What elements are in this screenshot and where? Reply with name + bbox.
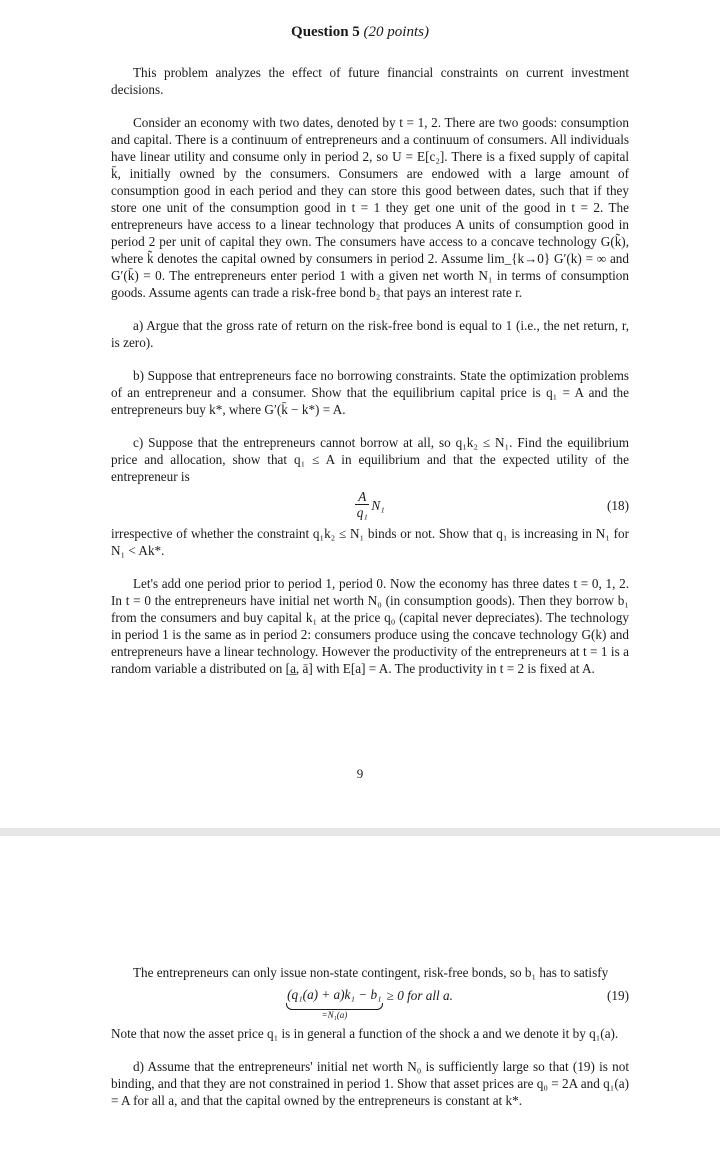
intro-paragraph: This problem analyzes the effect of future financial constraints on current investment decisions. xyxy=(111,65,629,97)
eq19-label: (19) xyxy=(607,987,629,1003)
bond-paragraph: The entrepreneurs can only issue non-state contingent, risk-free bonds, so b₁ has to satisfy xyxy=(133,965,609,980)
eq19-underbrace xyxy=(287,986,382,1021)
eq19-braced-term: (q₁(a) + a)k₁ − b₁ xyxy=(287,986,382,1002)
part-d: d) Assume that the entrepreneurs' initial net worth N₀ is sufficiently large so that (19) is not binding, and that they are not constrained in period 1. Show that asset prices are q₀ = 2A and q₁(a) = A for all a, and that the capital owned by the entrepreneurs is constant at k*. xyxy=(111,1059,629,1108)
page-separator xyxy=(0,828,720,836)
part-a: a) Argue that the gross rate of return on the risk-free bond is equal to 1 (i.e., the net return, r, is zero). xyxy=(111,318,629,350)
page-2 xyxy=(0,836,720,1166)
page-number: 9 xyxy=(356,766,364,781)
eq18-numerator: A xyxy=(355,490,369,505)
question-label: Question 5 xyxy=(291,24,360,40)
after-eq18: irrespective of whether the constraint q₁k₂ ≤ N₁ binds or not. Show that q₁ is increasing in N₁ for N₁ < Ak*. xyxy=(111,526,629,558)
equation-18 xyxy=(111,485,629,525)
extension-paragraph: Let's add one period prior to period 1, period 0. Now the economy has three dates t = 0, 1, 2. In t = 0 the entrepreneurs have initial net worth N₀ (in consumption goods). Then they borrow b₁ from the consumers and buy capital k₁ at the price q₀ (capital never depreciates). The technology in period 1 is the same as in period 2: consumers produce using the concave technology G(k) and entrepreneurs have a linear technology. However the productivity of the entrepreneurs at t = 1 is a random variable a distributed on [a̲, ā] with E[a] = A. The productivity in t = 2 is fixed at A. xyxy=(111,576,629,676)
eq18-denominator: q₁ xyxy=(356,505,368,520)
part-c: c) Suppose that the entrepreneurs cannot borrow at all, so q₁k₂ ≤ N₁. Find the equilibrium price and allocation, show that q₁ ≤ A in equilibrium and that the expected utility of the entrepreneur is xyxy=(111,435,629,484)
question-body xyxy=(111,64,629,677)
note-paragraph: Note that now the asset price q₁ is in general a function of the shock a and we denote it by q₁(a). xyxy=(111,1026,619,1041)
equation-19 xyxy=(111,981,629,1025)
eq18-fraction xyxy=(355,490,369,520)
question-points: (20 points) xyxy=(363,24,429,40)
underbrace-line xyxy=(286,1003,383,1010)
question-title xyxy=(0,24,720,41)
page2-body xyxy=(111,964,629,1109)
eq18-tail: N₁ xyxy=(371,497,385,513)
eq18-label: (18) xyxy=(607,497,629,513)
part-b: b) Suppose that entrepreneurs face no borrowing constraints. State the optimization problems of an entrepreneur and a consumer. Show that the equilibrium capital price is q₁ = A and the entrepreneurs buy k*, where G′(k̄ − k*) = A. xyxy=(111,368,629,417)
setup-paragraph: Consider an economy with two dates, denoted by t = 1, 2. There are two goods: consumption and capital. There is a continuum of entrepreneurs and a continuum of consumers. All individuals have linear utility and consume only in period 2, so U = E[c₂]. There is a fixed supply of capital k̄, initially owned by the consumers. Consumers are endowed with a large amount of consumption good in each period and they can store this good between dates, such that if they store one unit of the consumption good in t = 1 they get one unit of the good in t = 2. The entrepreneurs have access to a linear technology that produces A units of consumption good in period 2 per unit of capital they own. The consumers have access to a concave technology G(k̃), where k̃ denotes the capital owned by consumers in period 2. Assume lim_{k→0} G′(k) = ∞ and G′(k̄) = 0. The entrepreneurs enter period 1 with a given net worth N₁ in terms of consumption goods. Assume agents can trade a risk-free bond b₂ that pays an interest rate r. xyxy=(111,115,629,300)
eq19-rest: ≥ 0 for all a. xyxy=(386,987,453,1003)
eq19-underlabel: =N₁(a) xyxy=(321,1009,348,1020)
